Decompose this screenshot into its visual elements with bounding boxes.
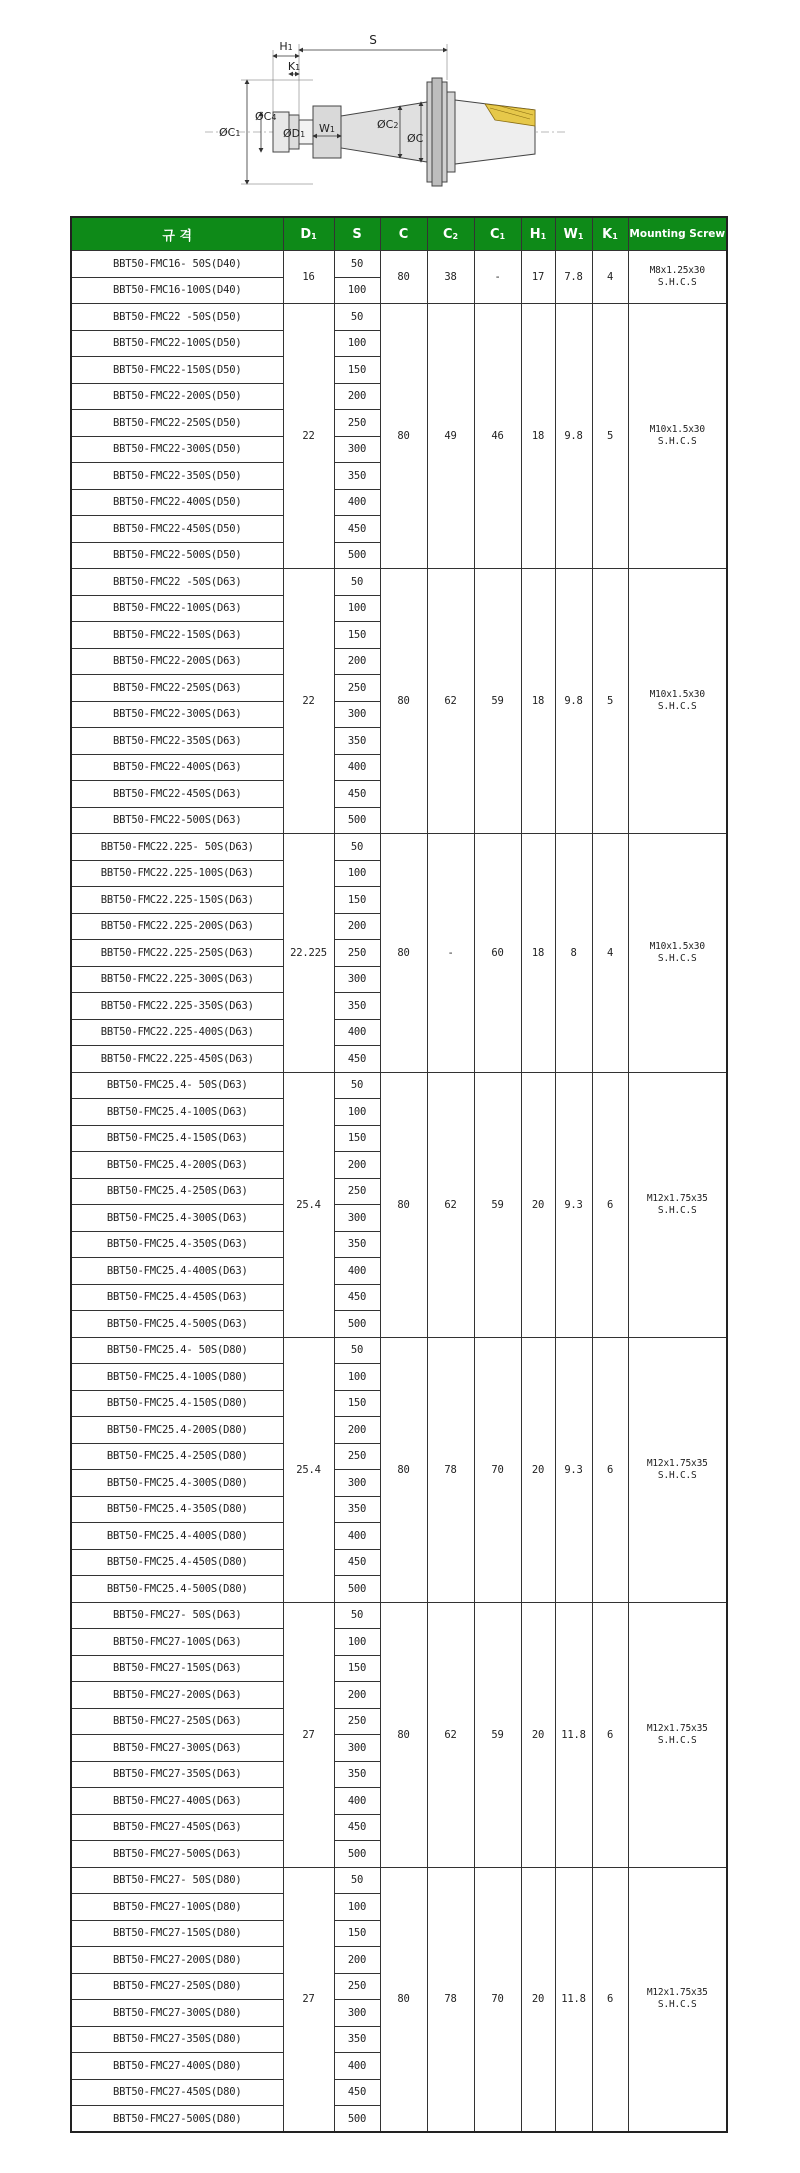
w1-cell: 9.8 [555,569,592,834]
c1-cell: 59 [474,1602,521,1867]
w1-cell: 11.8 [555,1867,592,2132]
s-cell: 400 [334,1788,380,1815]
c1-cell: 59 [474,569,521,834]
spec-cell: BBT50-FMC22-150S(D63) [71,622,283,649]
table-header-row [71,217,727,251]
spec-cell: BBT50-FMC22.225-100S(D63) [71,860,283,887]
mounting-screw-cell: M8x1.25x30 S.H.C.S [628,251,727,304]
s-cell: 250 [334,1708,380,1735]
s-cell: 350 [334,728,380,755]
spec-cell: BBT50-FMC25.4- 50S(D63) [71,1072,283,1099]
s-cell: 150 [334,357,380,384]
s-cell: 50 [334,1337,380,1364]
s-cell: 200 [334,1682,380,1709]
s-cell: 150 [334,1655,380,1682]
s-cell: 450 [334,516,380,543]
s-cell: 100 [334,860,380,887]
header-mounting-screw: Mounting Screw [628,217,727,251]
header-c: C [380,217,427,251]
spec-cell: BBT50-FMC22-100S(D50) [71,330,283,357]
w1-cell: 9.8 [555,304,592,569]
s-cell: 100 [334,277,380,304]
table-row [71,1337,727,1364]
c-cell: 80 [380,834,427,1073]
s-cell: 400 [334,1523,380,1550]
c1-cell: 70 [474,1867,521,2132]
k1-cell: 6 [592,1072,628,1337]
d1-cell: 25.4 [283,1337,334,1602]
w1-cell: 7.8 [555,251,592,304]
c2-cell: 62 [427,1602,474,1867]
s-cell: 100 [334,1099,380,1126]
mounting-screw-cell: M12x1.75x35 S.H.C.S [628,1072,727,1337]
c1-cell: 46 [474,304,521,569]
s-cell: 400 [334,1258,380,1285]
spec-cell: BBT50-FMC22-350S(D50) [71,463,283,490]
c2-cell: 78 [427,1337,474,1602]
s-cell: 200 [334,1947,380,1974]
spec-cell: BBT50-FMC22.225-250S(D63) [71,940,283,967]
spec-cell: BBT50-FMC16-100S(D40) [71,277,283,304]
s-cell: 500 [334,807,380,834]
s-cell: 400 [334,489,380,516]
spec-cell: BBT50-FMC16- 50S(D40) [71,251,283,278]
s-cell: 350 [334,1231,380,1258]
h1-cell: 20 [521,1602,555,1867]
s-cell: 150 [334,1390,380,1417]
spec-cell: BBT50-FMC22.225- 50S(D63) [71,834,283,861]
spec-cell: BBT50-FMC22-450S(D50) [71,516,283,543]
s-cell: 50 [334,1072,380,1099]
s-cell: 350 [334,2026,380,2053]
spec-cell: BBT50-FMC22.225-400S(D63) [71,1019,283,1046]
mounting-screw-cell: M12x1.75x35 S.H.C.S [628,1602,727,1867]
table-row [71,251,727,278]
spec-cell: BBT50-FMC27-350S(D80) [71,2026,283,2053]
dim-c-label: ØC [407,132,424,145]
w1-cell: 9.3 [555,1072,592,1337]
s-cell: 50 [334,251,380,278]
spec-cell: BBT50-FMC22-100S(D63) [71,595,283,622]
header-h1: $H_1$ [521,217,555,251]
s-cell: 450 [334,2079,380,2106]
s-cell: 400 [334,1019,380,1046]
s-cell: 300 [334,1735,380,1762]
table-row [71,569,727,596]
spec-cell: BBT50-FMC27-400S(D63) [71,1788,283,1815]
spec-cell: BBT50-FMC22-400S(D50) [71,489,283,516]
w1-cell: 8 [555,834,592,1073]
dim-h1-label: H1 [279,40,293,53]
spec-cell: BBT50-FMC27-450S(D80) [71,2079,283,2106]
s-cell: 250 [334,675,380,702]
s-cell: 200 [334,383,380,410]
h1-cell: 17 [521,251,555,304]
c2-cell: 78 [427,1867,474,2132]
s-cell: 450 [334,1814,380,1841]
spec-cell: BBT50-FMC25.4-200S(D63) [71,1152,283,1179]
s-cell: 50 [334,304,380,331]
k1-cell: 6 [592,1602,628,1867]
spec-cell: BBT50-FMC25.4- 50S(D80) [71,1337,283,1364]
mounting-screw-cell: M10x1.5x30 S.H.C.S [628,569,727,834]
c-cell: 80 [380,251,427,304]
s-cell: 300 [334,2000,380,2027]
s-cell: 100 [334,1629,380,1656]
s-cell: 300 [334,966,380,993]
k1-cell: 5 [592,569,628,834]
s-cell: 350 [334,1761,380,1788]
w1-cell: 11.8 [555,1602,592,1867]
mounting-screw-cell: M12x1.75x35 S.H.C.S [628,1337,727,1602]
s-cell: 200 [334,648,380,675]
spec-cell: BBT50-FMC22-450S(D63) [71,781,283,808]
s-cell: 100 [334,1364,380,1391]
spec-cell: BBT50-FMC25.4-200S(D80) [71,1417,283,1444]
dim-w1-label: W1 [319,122,335,135]
c-cell: 80 [380,569,427,834]
header-c1: $C_1$ [474,217,521,251]
c2-cell: 62 [427,1072,474,1337]
spec-cell: BBT50-FMC27-250S(D63) [71,1708,283,1735]
s-cell: 350 [334,993,380,1020]
h1-cell: 18 [521,304,555,569]
s-cell: 250 [334,1443,380,1470]
k1-cell: 4 [592,251,628,304]
s-cell: 500 [334,1576,380,1603]
h1-cell: 20 [521,1867,555,2132]
spec-cell: BBT50-FMC27-350S(D63) [71,1761,283,1788]
table-row [71,834,727,861]
s-cell: 250 [334,1178,380,1205]
spec-cell: BBT50-FMC27-500S(D80) [71,2106,283,2133]
header-c2: $C_2$ [427,217,474,251]
s-cell: 50 [334,1867,380,1894]
s-cell: 300 [334,1205,380,1232]
c1-cell: 59 [474,1072,521,1337]
spec-cell: BBT50-FMC27-150S(D63) [71,1655,283,1682]
tool-holder-diagram [195,20,575,190]
s-cell: 400 [334,2053,380,2080]
spec-cell: BBT50-FMC27-300S(D80) [71,2000,283,2027]
mounting-screw-cell: M10x1.5x30 S.H.C.S [628,304,727,569]
s-cell: 150 [334,1125,380,1152]
s-cell: 500 [334,1311,380,1338]
k1-cell: 4 [592,834,628,1073]
dim-d1-label: ØD1 [283,127,306,140]
s-cell: 450 [334,1284,380,1311]
s-cell: 350 [334,463,380,490]
s-cell: 500 [334,1841,380,1868]
spec-cell: BBT50-FMC22.225-200S(D63) [71,913,283,940]
spec-cell: BBT50-FMC27-400S(D80) [71,2053,283,2080]
spec-cell: BBT50-FMC22-250S(D50) [71,410,283,437]
spec-cell: BBT50-FMC25.4-500S(D80) [71,1576,283,1603]
k1-cell: 6 [592,1337,628,1602]
spec-cell: BBT50-FMC22.225-300S(D63) [71,966,283,993]
spec-cell: BBT50-FMC27-100S(D80) [71,1894,283,1921]
spec-cell: BBT50-FMC27- 50S(D80) [71,1867,283,1894]
h1-cell: 18 [521,569,555,834]
table-row [71,1602,727,1629]
s-cell: 450 [334,1549,380,1576]
h1-cell: 20 [521,1072,555,1337]
h1-cell: 18 [521,834,555,1073]
s-cell: 150 [334,622,380,649]
spec-cell: BBT50-FMC27-150S(D80) [71,1920,283,1947]
mounting-screw-cell: M12x1.75x35 S.H.C.S [628,1867,727,2132]
spec-cell: BBT50-FMC22-250S(D63) [71,675,283,702]
spec-cell: BBT50-FMC22-500S(D63) [71,807,283,834]
spec-cell: BBT50-FMC25.4-300S(D63) [71,1205,283,1232]
table-row [71,1072,727,1099]
dim-c2-label: ØC2 [377,118,399,131]
d1-cell: 25.4 [283,1072,334,1337]
k1-cell: 6 [592,1867,628,2132]
s-cell: 500 [334,542,380,569]
table-row [71,1867,727,1894]
s-cell: 250 [334,1973,380,2000]
spec-cell: BBT50-FMC27-100S(D63) [71,1629,283,1656]
c2-cell: 62 [427,569,474,834]
s-cell: 350 [334,1496,380,1523]
spec-cell: BBT50-FMC22-300S(D63) [71,701,283,728]
s-cell: 200 [334,1417,380,1444]
spec-cell: BBT50-FMC22 -50S(D50) [71,304,283,331]
spec-cell: BBT50-FMC25.4-350S(D63) [71,1231,283,1258]
dim-c1-label: ØC1 [219,126,241,139]
s-cell: 100 [334,1894,380,1921]
c1-cell: 70 [474,1337,521,1602]
c2-cell: 38 [427,251,474,304]
spec-cell: BBT50-FMC22.225-450S(D63) [71,1046,283,1073]
s-cell: 200 [334,1152,380,1179]
s-cell: 450 [334,781,380,808]
header-d1: $D_1$ [283,217,334,251]
s-cell: 250 [334,940,380,967]
s-cell: 200 [334,913,380,940]
table-row [71,304,727,331]
spec-cell: BBT50-FMC22-400S(D63) [71,754,283,781]
c-cell: 80 [380,304,427,569]
spec-cell: BBT50-FMC25.4-400S(D63) [71,1258,283,1285]
spec-cell: BBT50-FMC22-200S(D50) [71,383,283,410]
spec-cell: BBT50-FMC25.4-500S(D63) [71,1311,283,1338]
spec-cell: BBT50-FMC27-450S(D63) [71,1814,283,1841]
s-cell: 250 [334,410,380,437]
spec-cell: BBT50-FMC27-200S(D80) [71,1947,283,1974]
spec-cell: BBT50-FMC22.225-150S(D63) [71,887,283,914]
s-cell: 50 [334,569,380,596]
k1-cell: 5 [592,304,628,569]
d1-cell: 27 [283,1602,334,1867]
spec-cell: BBT50-FMC25.4-150S(D63) [71,1125,283,1152]
spec-cell: BBT50-FMC22.225-350S(D63) [71,993,283,1020]
spec-cell: BBT50-FMC22-200S(D63) [71,648,283,675]
mounting-screw-cell: M10x1.5x30 S.H.C.S [628,834,727,1073]
spec-cell: BBT50-FMC27-200S(D63) [71,1682,283,1709]
spec-cell: BBT50-FMC27-300S(D63) [71,1735,283,1762]
c-cell: 80 [380,1337,427,1602]
s-cell: 400 [334,754,380,781]
spec-cell: BBT50-FMC22-150S(D50) [71,357,283,384]
s-cell: 50 [334,834,380,861]
c-cell: 80 [380,1072,427,1337]
s-cell: 450 [334,1046,380,1073]
header-k1: $K_1$ [592,217,628,251]
c1-cell: 60 [474,834,521,1073]
h1-cell: 20 [521,1337,555,1602]
spec-cell: BBT50-FMC27- 50S(D63) [71,1602,283,1629]
d1-cell: 27 [283,1867,334,2132]
d1-cell: 22 [283,569,334,834]
dim-k1-label: K1 [287,60,301,73]
s-cell: 500 [334,2106,380,2133]
c-cell: 80 [380,1602,427,1867]
s-cell: 50 [334,1602,380,1629]
spec-cell: BBT50-FMC25.4-250S(D80) [71,1443,283,1470]
spec-cell: BBT50-FMC22-300S(D50) [71,436,283,463]
header-spec: 규 격 [71,217,283,251]
spec-cell: BBT50-FMC25.4-250S(D63) [71,1178,283,1205]
spec-table [70,216,728,2133]
spec-cell: BBT50-FMC25.4-350S(D80) [71,1496,283,1523]
w1-cell: 9.3 [555,1337,592,1602]
spec-cell: BBT50-FMC27-250S(D80) [71,1973,283,2000]
c2-cell: 49 [427,304,474,569]
spec-cell: BBT50-FMC22 -50S(D63) [71,569,283,596]
spec-cell: BBT50-FMC22-500S(D50) [71,542,283,569]
dim-c4-text: ØC4 [255,110,277,123]
s-cell: 300 [334,701,380,728]
spec-cell: BBT50-FMC25.4-100S(D80) [71,1364,283,1391]
spec-cell: BBT50-FMC25.4-450S(D80) [71,1549,283,1576]
spec-cell: BBT50-FMC25.4-400S(D80) [71,1523,283,1550]
spec-cell: BBT50-FMC22-350S(D63) [71,728,283,755]
s-cell: 100 [334,330,380,357]
header-w1: $W_1$ [555,217,592,251]
d1-cell: 16 [283,251,334,304]
spec-cell: BBT50-FMC25.4-450S(D63) [71,1284,283,1311]
d1-cell: 22 [283,304,334,569]
spec-cell: BBT50-FMC25.4-150S(D80) [71,1390,283,1417]
c1-cell: - [474,251,521,304]
spec-cell: BBT50-FMC25.4-300S(D80) [71,1470,283,1497]
s-cell: 100 [334,595,380,622]
spec-cell: BBT50-FMC27-500S(D63) [71,1841,283,1868]
spec-cell: BBT50-FMC25.4-100S(D63) [71,1099,283,1126]
s-cell: 150 [334,1920,380,1947]
s-cell: 300 [334,1470,380,1497]
dim-s-label: S [369,33,377,47]
s-cell: 300 [334,436,380,463]
d1-cell: 22.225 [283,834,334,1073]
c-cell: 80 [380,1867,427,2132]
c2-cell: - [427,834,474,1073]
s-cell: 150 [334,887,380,914]
header-s: S [334,217,380,251]
